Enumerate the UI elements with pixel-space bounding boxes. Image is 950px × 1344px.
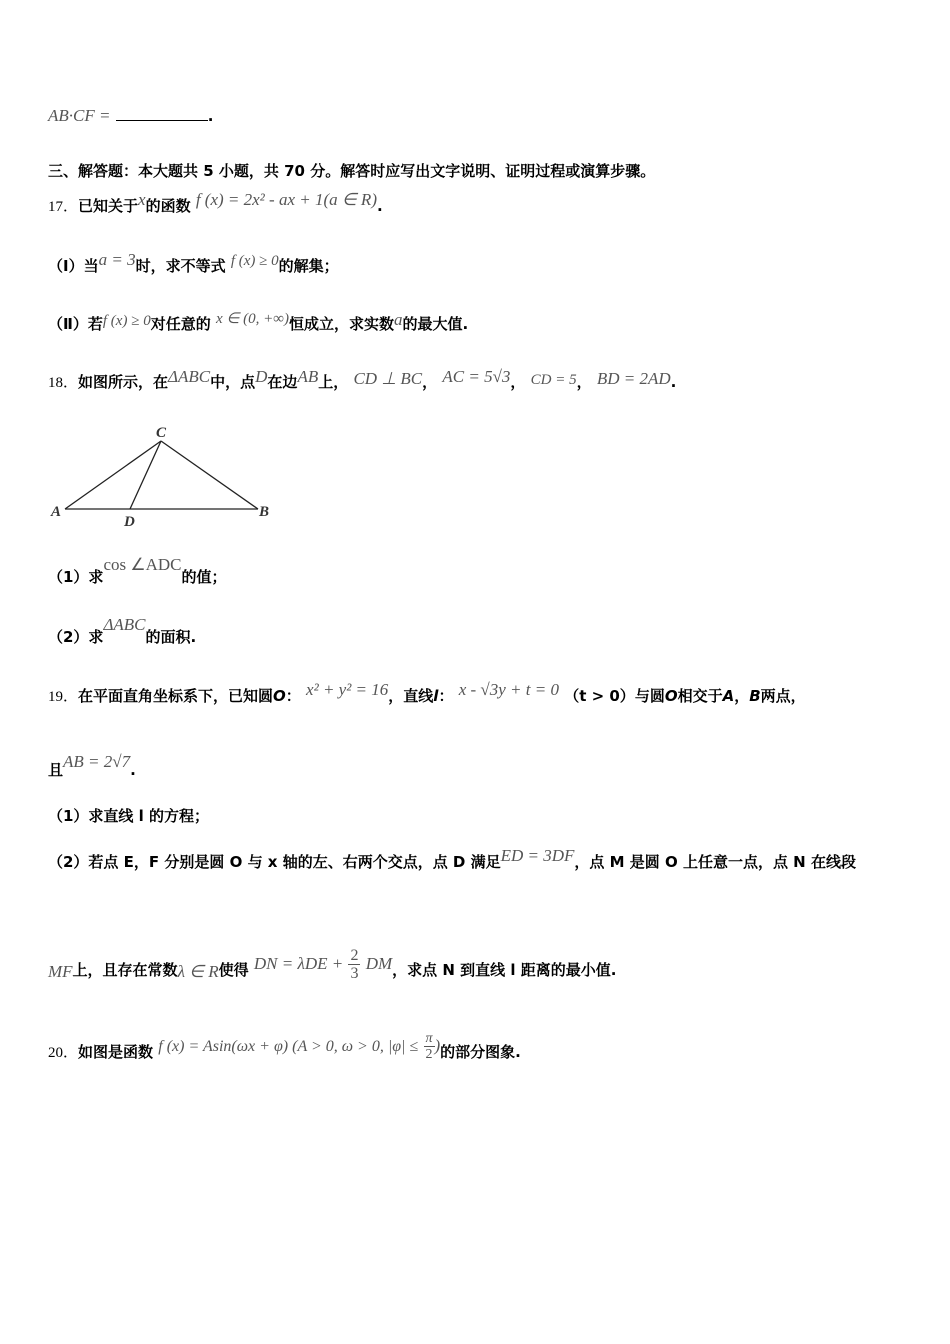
- q17-function: f (x) = 2x² - ax + 1(a ∈ R): [195, 190, 377, 209]
- q17-p2-label: （Ⅱ）若: [48, 315, 103, 333]
- q18-sep2: ，: [510, 373, 526, 391]
- q19-stem: [48, 680, 806, 707]
- q19-circle-o2: O: [664, 687, 678, 705]
- q17-p1-end: 的解集；: [278, 257, 339, 275]
- q18-stem: [48, 367, 677, 393]
- q19-cond: （t > 0）: [564, 687, 635, 705]
- q19-text-d: 相交于: [677, 687, 723, 705]
- q18-text-c: 在边: [267, 373, 298, 391]
- q17-part1: [48, 250, 339, 277]
- q20-stem: [48, 1031, 521, 1068]
- q17-stem: [48, 190, 383, 217]
- q19-line2-text: 且: [48, 761, 64, 779]
- q19-p2-eq: ED = 3DF: [500, 846, 575, 865]
- q17-p2-ineq: f (x) ≥ 0: [102, 313, 151, 329]
- q18-text-d: 上，: [318, 373, 349, 391]
- q19-colon2: ：: [438, 687, 454, 705]
- q17-number: 17．: [48, 199, 79, 215]
- q19-point-a: A: [722, 687, 735, 705]
- q19-vector-eq: DN = λDE +: [253, 954, 344, 973]
- label-c: C: [156, 425, 167, 441]
- segment-ac: [65, 441, 161, 509]
- q19-point-b: B: [749, 687, 761, 705]
- q19-line-eq: x - √3y + t = 0: [458, 680, 559, 699]
- q19-comma: ，: [734, 687, 750, 705]
- section-title: 三、解答题：本大题共 5 小题，共 70 分。解答时应写出文字说明、证明过程或演算步骤。: [48, 162, 656, 180]
- q17-text-b: 的函数: [145, 197, 191, 215]
- q18-part2: [48, 615, 197, 647]
- segment-cb: [161, 441, 258, 509]
- q20-func-end: ): [434, 1036, 441, 1055]
- q17-var-x: x: [138, 190, 146, 209]
- q18-triangle: ΔABC: [168, 367, 211, 386]
- q20-fraction: [424, 1031, 435, 1062]
- q19-vector-dm: DM: [365, 954, 393, 973]
- q19-p2-text-a: （2）若点 E，F 分别是圆 O 与 x 轴的左、右两个交点，点 D 满足: [48, 853, 501, 871]
- q19-part2: [48, 846, 856, 872]
- q18-p2-label: （2）求: [48, 628, 104, 646]
- q18-sep1: ，: [422, 373, 438, 391]
- q17-p1-ineq: f (x) ≥ 0: [230, 253, 279, 269]
- q18-p1-end: 的值；: [181, 568, 227, 586]
- q18-p1-expr: cos ∠ADC: [103, 555, 182, 574]
- q18-cond-ac: AC = 5√3: [442, 367, 511, 386]
- q19-line2-end: .: [130, 761, 136, 779]
- q17-p2-text2: 恒成立，求实数: [288, 315, 394, 333]
- q18-segment-ab: AB: [297, 367, 319, 386]
- q19-p3-text-b: 使得: [218, 961, 249, 979]
- q20-text-b: 的部分图象.: [440, 1043, 521, 1061]
- q18-text-a: 如图所示，在: [78, 373, 169, 391]
- q19-circle-eq: x² + y² = 16: [306, 680, 389, 699]
- q17-p2-text: 对任意的: [150, 315, 211, 333]
- q17-end: .: [376, 197, 383, 215]
- q19-colon: ：: [285, 687, 301, 705]
- q19-p3-text-a: 上，且存在常数: [72, 961, 178, 979]
- q18-cond-bd: BD = 2AD: [596, 369, 671, 388]
- q19-text-b: ，直线: [388, 687, 434, 705]
- q19-line-l: l: [433, 687, 439, 705]
- q17-p2-end: 的最大值.: [402, 315, 469, 333]
- q19-lambda: λ ∈ R: [177, 962, 219, 981]
- q19-text-c: 与圆: [634, 687, 665, 705]
- q18-p1-label: （1）求: [48, 568, 104, 586]
- q19-part1: （1）求直线 l 的方程；: [48, 807, 210, 825]
- q19-p2-text-b: ，点 M 是圆 O 上任意一点，点 N 在线段: [574, 853, 856, 871]
- q19-line2: [48, 752, 136, 780]
- fill-blank[interactable]: [116, 106, 208, 121]
- q19-ab-length: AB = 2√7: [63, 752, 131, 771]
- q18-number: 18．: [48, 375, 79, 391]
- q20-function: f (x) = Asin(ωx + φ) (A > 0, ω > 0, |φ| ≤: [158, 1038, 419, 1055]
- answer-line-ab-cf: [48, 106, 213, 126]
- q18-p2-end: 的面积.: [145, 628, 197, 646]
- q17-part2: [48, 310, 469, 335]
- q19-text-e: 两点，: [760, 687, 806, 705]
- q18-cond-perp: CD ⊥ BC: [353, 369, 423, 388]
- q18-part1: [48, 555, 227, 587]
- q18-sep3: ，: [576, 373, 592, 391]
- q19-circle-o: O: [273, 687, 286, 705]
- q19-frac-den: 3: [350, 965, 359, 982]
- q17-p2-domain: x ∈ (0, +∞): [215, 311, 289, 327]
- q18-text-b: 中，点: [210, 373, 256, 391]
- expr-ab-cf: AB·CF =: [48, 106, 111, 125]
- q19-text-a: 在平面直角坐标系下，已知圆: [78, 687, 274, 705]
- q20-number: 20．: [48, 1045, 79, 1061]
- label-d: D: [124, 514, 135, 530]
- q17-p1-cond: a = 3: [98, 250, 136, 269]
- q17-p1-label: （Ⅰ）当: [48, 257, 99, 275]
- q18-cond-cd: CD = 5: [530, 372, 577, 388]
- triangle-figure: [48, 420, 278, 530]
- q20-frac-den: 2: [425, 1047, 433, 1062]
- q18-p2-expr: ΔABC: [103, 615, 146, 634]
- q19-p3-text-c: ，求点 N 到直线 l 距离的最小值.: [392, 961, 617, 979]
- q17-p1-text: 时，求不等式: [135, 257, 226, 275]
- q19-frac-num: 2: [350, 947, 359, 964]
- q17-p2-var: a: [394, 310, 403, 329]
- q18-end: .: [670, 373, 677, 391]
- label-b: B: [259, 504, 270, 520]
- period: .: [207, 107, 214, 125]
- q17-text-a: 已知关于: [78, 197, 139, 215]
- q19-part2-cont: [48, 947, 617, 988]
- q19-number: 19．: [48, 689, 79, 705]
- q19-seg-mf: MF: [48, 962, 73, 981]
- q20-text-a: 如图是函数: [78, 1043, 154, 1061]
- q19-fraction: [348, 947, 360, 982]
- label-a: A: [51, 504, 62, 520]
- q20-frac-num: π: [425, 1031, 433, 1046]
- q18-point-d: D: [255, 367, 268, 386]
